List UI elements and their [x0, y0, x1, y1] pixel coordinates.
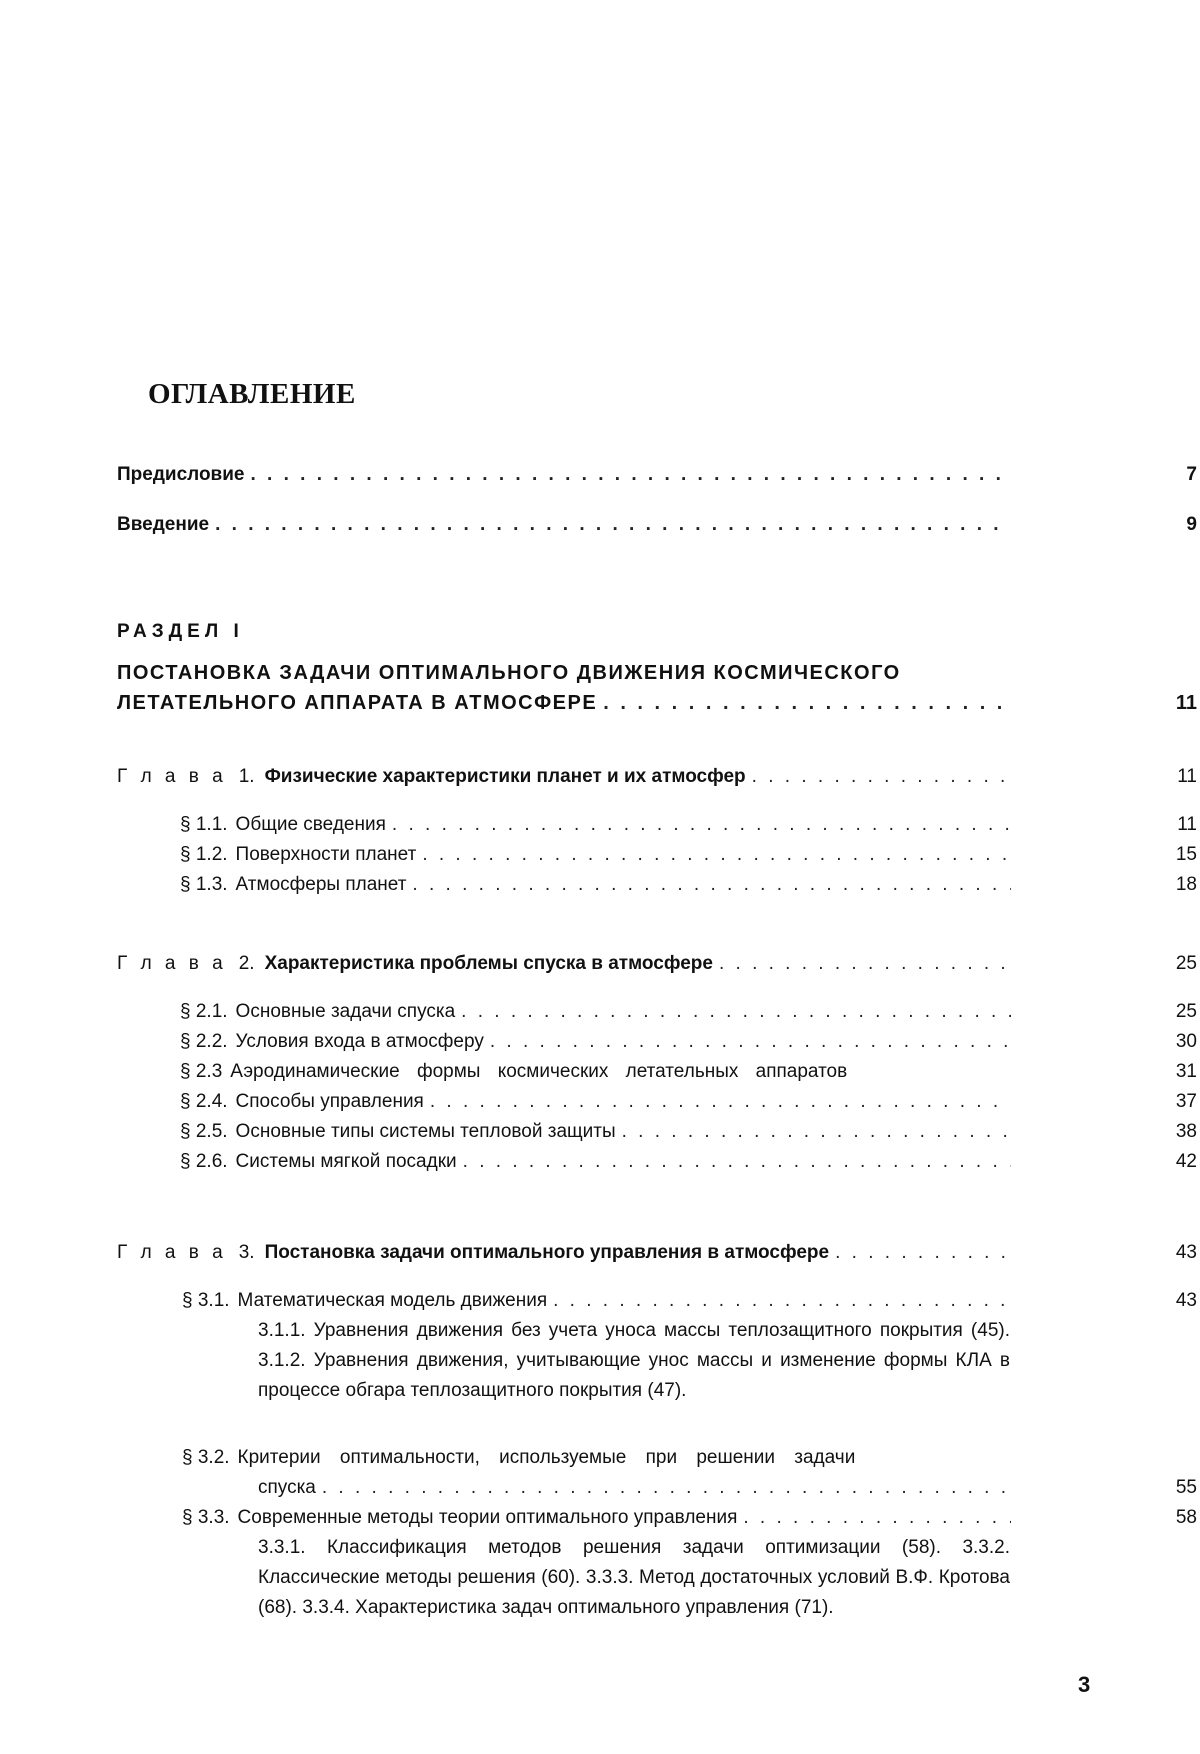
section-title-line1[interactable]: ПОСТАНОВКА ЗАДАЧИ ОПТИМАЛЬНОГО ДВИЖЕНИЯ КОСМИЧЕСКОГО — [117, 662, 901, 684]
paragraph-number: § 1.2. — [180, 844, 228, 865]
toc-page-number: 43 — [1175, 1242, 1197, 1263]
paragraph-title-cont: спуска — [258, 1477, 316, 1498]
toc-page-number: 55 — [1175, 1477, 1197, 1498]
paragraph-number: § 3.3. — [182, 1507, 230, 1528]
leader-dots — [835, 1242, 1011, 1264]
toc-entry-3-2-line1[interactable] — [182, 1447, 1010, 1469]
toc-entry-2-3[interactable] — [180, 1061, 1197, 1083]
paragraph-title: Атмосферы планет — [235, 874, 407, 895]
paragraph-title: Основные типы системы тепловой защиты — [235, 1121, 616, 1142]
paragraph-number: § 2.2. — [180, 1031, 228, 1052]
toc-entry-preface[interactable] — [117, 464, 1197, 486]
paragraph-number: § 1.1. — [180, 814, 228, 835]
toc-entry-chapter-3[interactable] — [117, 1242, 1197, 1264]
toc-page-number: 42 — [1175, 1151, 1197, 1172]
toc-entry-2-1[interactable] — [180, 1001, 1197, 1023]
chapter-number: 1. — [238, 766, 255, 787]
leader-dots — [752, 766, 1011, 788]
paragraph-title: Математическая модель движения — [237, 1290, 548, 1311]
paragraph-number: § 2.6. — [180, 1151, 228, 1172]
toc-entry-2-6[interactable] — [180, 1151, 1197, 1173]
chapter-prefix: Г л а в а — [117, 766, 227, 787]
leader-dots — [743, 1507, 1011, 1529]
toc-entry-introduction[interactable] — [117, 514, 1197, 536]
leader-dots — [622, 1121, 1011, 1143]
leader-dots — [603, 692, 1011, 714]
page-title: ОГЛАВЛЕНИЕ — [148, 378, 356, 410]
chapter-title: Характеристика проблемы спуска в атмосфере — [264, 953, 713, 974]
leader-dots — [461, 1001, 1011, 1023]
toc-page-number: 18 — [1175, 874, 1197, 895]
leader-dots — [251, 464, 1012, 486]
paragraph-title: Условия входа в атмосферу — [235, 1031, 484, 1052]
paragraph-title: Способы управления — [235, 1091, 424, 1112]
paragraph-number: § 1.3. — [180, 874, 228, 895]
toc-page-number: 15 — [1175, 844, 1197, 865]
toc-entry-1-1[interactable] — [180, 814, 1197, 836]
leader-dots — [215, 514, 1011, 536]
toc-entry-2-5[interactable] — [180, 1121, 1197, 1143]
leader-dots — [463, 1151, 1011, 1173]
toc-page-number: 9 — [1186, 514, 1197, 535]
leader-dots — [392, 814, 1011, 836]
toc-entry-2-2[interactable] — [180, 1031, 1197, 1053]
chapter-number: 3. — [238, 1242, 255, 1263]
leader-dots — [490, 1031, 1011, 1053]
page-number: 3 — [1078, 1672, 1091, 1697]
leader-dots — [412, 874, 1011, 896]
leader-dots — [719, 953, 1011, 975]
leader-dots — [422, 844, 1011, 866]
paragraph-number: § 3.2. — [182, 1447, 230, 1468]
toc-entry-chapter-1[interactable] — [117, 766, 1197, 788]
toc-page-number: 25 — [1175, 1001, 1197, 1022]
toc-entry-3-2-line2[interactable] — [258, 1477, 1197, 1499]
toc-entry-section-1[interactable] — [117, 692, 1197, 714]
paragraph-title: Поверхности планет — [235, 844, 417, 865]
toc-page-number: 31 — [1175, 1061, 1197, 1082]
subsection-list-3-3: 3.3.1. Классификация методов решения задачи оптимизации (58). 3.3.2. Классические методы решения (60). 3.3.3. Метод достаточных условий В.Ф. Кротова (68). 3.3.4. Характеристика задач оптимального управления (71). — [258, 1537, 1010, 1618]
chapter-number: 2. — [238, 953, 255, 974]
toc-page-number: 38 — [1175, 1121, 1197, 1142]
subsection-list-3-1: 3.1.1. Уравнения движения без учета уноса массы теплозащитного покрытия (45). 3.1.2. Уравнения движения, учитывающие унос массы и изменение формы КЛА в процессе обгара теплозащитного покрытия (47). — [258, 1320, 1010, 1401]
paragraph-number: § 2.4. — [180, 1091, 228, 1112]
toc-entry-1-2[interactable] — [180, 844, 1197, 866]
paragraph-number: § 2.5. — [180, 1121, 228, 1142]
toc-page-number: 37 — [1175, 1091, 1197, 1112]
chapter-prefix: Г л а в а — [117, 953, 227, 974]
paragraph-title: Основные задачи спуска — [235, 1001, 456, 1022]
section-title-line2: ЛЕТАТЕЛЬНОГО АППАРАТА В АТМОСФЕРЕ — [117, 692, 598, 714]
toc-entry-3-1[interactable] — [182, 1290, 1197, 1312]
toc-page-number: 25 — [1175, 953, 1197, 974]
leader-dots — [322, 1477, 1011, 1499]
toc-page-number: 11 — [1177, 766, 1197, 787]
toc-entry-label: Введение — [117, 514, 210, 535]
paragraph-title: Аэродинамические формы космических летательных аппаратов — [230, 1061, 848, 1082]
paragraph-title: Общие сведения — [235, 814, 386, 835]
paragraph-title: Современные методы теории оптимального управления — [237, 1507, 738, 1528]
section-label: РАЗДЕЛ I — [117, 621, 244, 642]
toc-entry-1-3[interactable] — [180, 874, 1197, 896]
toc-entry-2-4[interactable] — [180, 1091, 1197, 1113]
chapter-title: Постановка задачи оптимального управления в атмосфере — [264, 1242, 830, 1263]
toc-page-number: 43 — [1175, 1290, 1197, 1311]
toc-page-number: 11 — [1177, 814, 1197, 835]
paragraph-title: Критерии оптимальности, используемые при решении задачи — [237, 1447, 856, 1468]
toc-page-number: 11 — [1175, 692, 1197, 714]
toc-page-number: 7 — [1186, 464, 1197, 485]
paragraph-number: § 2.3 — [180, 1061, 223, 1082]
toc-page-number: 58 — [1175, 1507, 1197, 1528]
toc-page-number: 30 — [1175, 1031, 1197, 1052]
paragraph-number: § 2.1. — [180, 1001, 228, 1022]
paragraph-number: § 3.1. — [182, 1290, 230, 1311]
chapter-title: Физические характеристики планет и их атмосфер — [264, 766, 746, 787]
leader-dots — [430, 1091, 1011, 1113]
toc-entry-label: Предисловие — [117, 464, 245, 485]
toc-entry-chapter-2[interactable] — [117, 953, 1197, 975]
leader-dots — [553, 1290, 1011, 1312]
paragraph-title: Системы мягкой посадки — [235, 1151, 457, 1172]
chapter-prefix: Г л а в а — [117, 1242, 227, 1263]
toc-entry-3-3[interactable] — [182, 1507, 1197, 1529]
